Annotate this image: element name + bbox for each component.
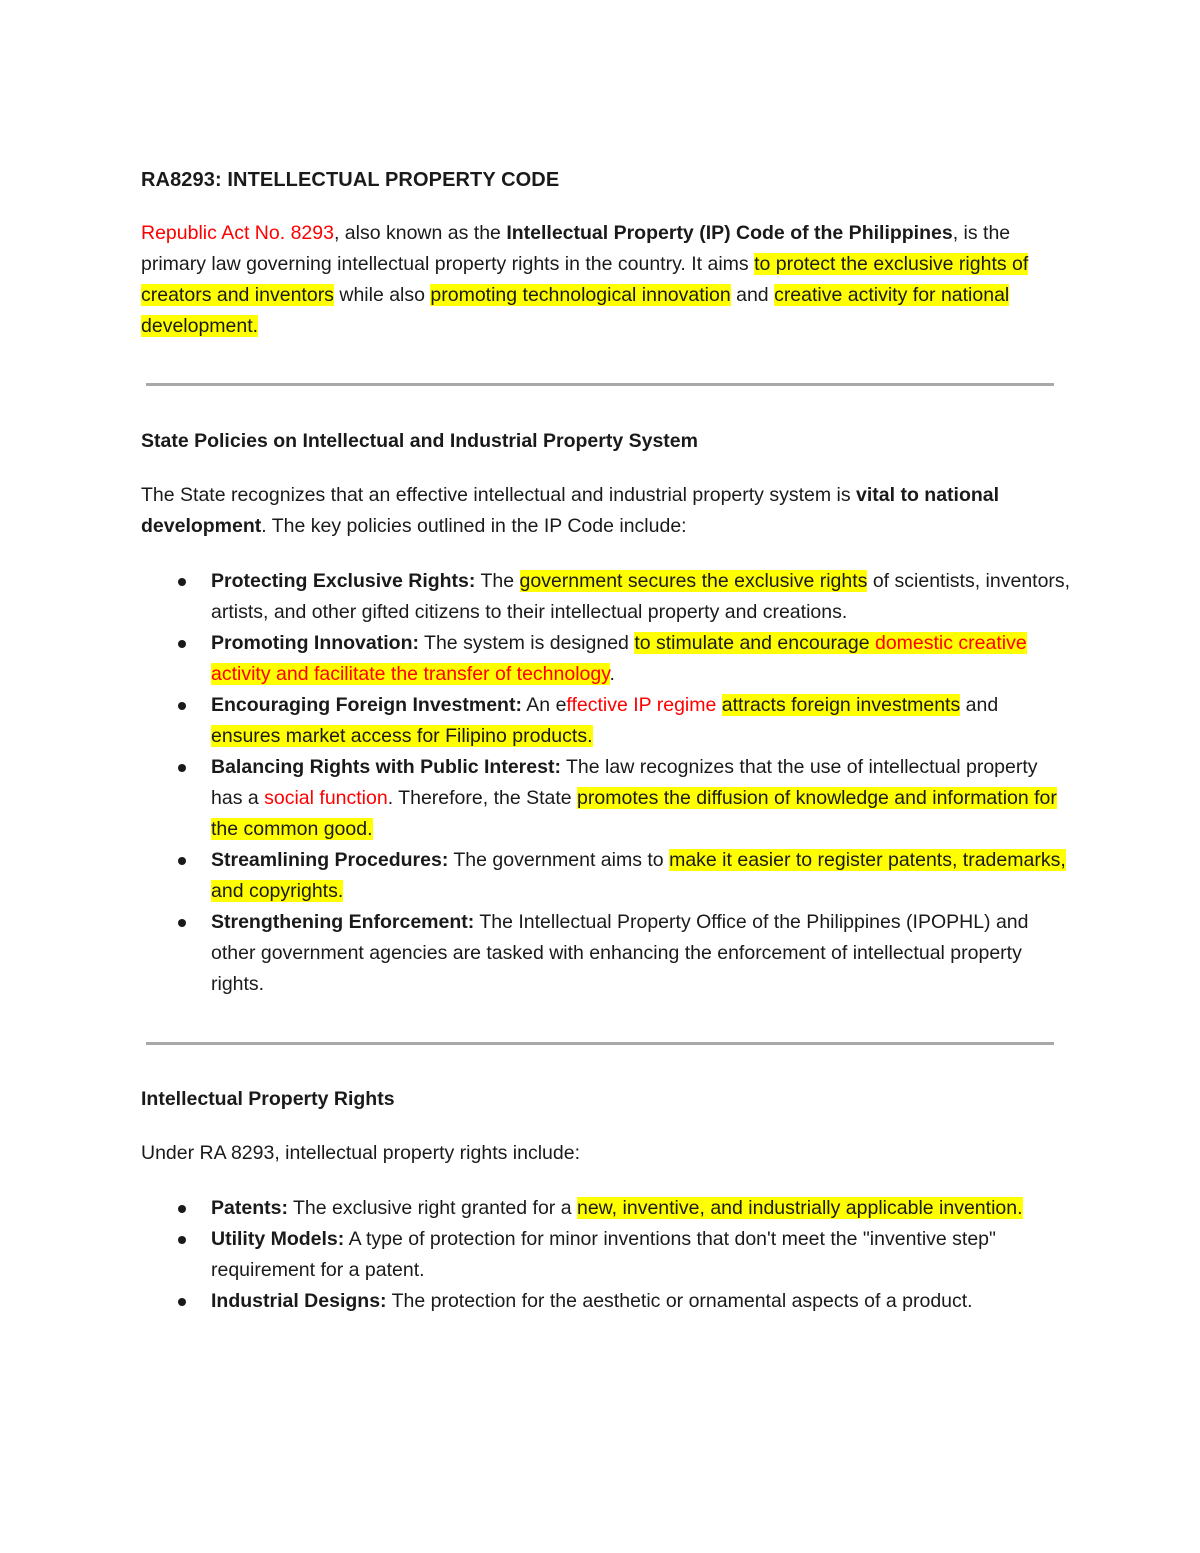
- highlight: to protect the exclusive rights of creators and inventors: [141, 253, 1029, 306]
- document-title: RA8293: INTELLECTUAL PROPERTY CODE: [141, 169, 560, 191]
- divider: [146, 1042, 1054, 1045]
- list-item: Balancing Rights with Public Interest: The law recognizes that the use of intellectual property has a social function. Therefore, the State promotes the diffusion of knowledge and information for the common good.: [141, 752, 1071, 845]
- section1-paragraph: The State recognizes that an effective intellectual and industrial property system is vital to national development. The key policies outlined in the IP Code include:: [141, 484, 1000, 537]
- list-item: Utility Models: A type of protection for minor inventions that don't meet the "inventive step" requirement for a patent.: [141, 1224, 1071, 1286]
- list-item: Industrial Designs: The protection for the aesthetic or ornamental aspects of a product.: [141, 1286, 1071, 1317]
- list-item: Strengthening Enforcement: The Intellectual Property Office of the Philippines (IPOPHL) and other government agencies are tasked with enhancing the enforcement of intellectual property rights.: [141, 907, 1071, 1000]
- list-item: Encouraging Foreign Investment: An effective IP regime attracts foreign investments and ensures market access for Filipino products.: [141, 690, 1071, 752]
- state-policies-list: [141, 566, 1071, 1000]
- list-item: Promoting Innovation: The system is designed to stimulate and encourage domestic creative activity and facilitate the transfer of technology.: [141, 628, 1071, 690]
- highlight: creative activity for national development.: [141, 284, 1010, 337]
- act-number: Republic Act No. 8293: [141, 222, 334, 244]
- list-item: Protecting Exclusive Rights: The government secures the exclusive rights of scientists, inventors, artists, and other gifted citizens to their intellectual property and creations.: [141, 566, 1071, 628]
- divider: [146, 383, 1054, 386]
- code-name: Intellectual Property (IP) Code of the Philippines: [506, 222, 953, 244]
- intro-paragraph: Republic Act No. 8293, also known as the Intellectual Property (IP) Code of the Philippines, is the primary law governing intellectual property rights in the country. It aims to protect the exclusive rights of creators and inventors while also promoting technological innovation and creative activity for national development.: [141, 222, 1029, 337]
- ip-rights-list: [141, 1193, 1071, 1317]
- list-item: Streamlining Procedures: The government aims to make it easier to register patents, trademarks, and copyrights.: [141, 845, 1071, 907]
- section-heading-state-policies: State Policies on Intellectual and Industrial Property System: [141, 430, 698, 452]
- list-item: Patents: The exclusive right granted for a new, inventive, and industrially applicable invention.: [141, 1193, 1071, 1224]
- section-heading-ip-rights: Intellectual Property Rights: [141, 1088, 395, 1110]
- highlight: promoting technological innovation: [430, 284, 731, 306]
- section2-paragraph: Under RA 8293, intellectual property rights include:: [141, 1142, 580, 1164]
